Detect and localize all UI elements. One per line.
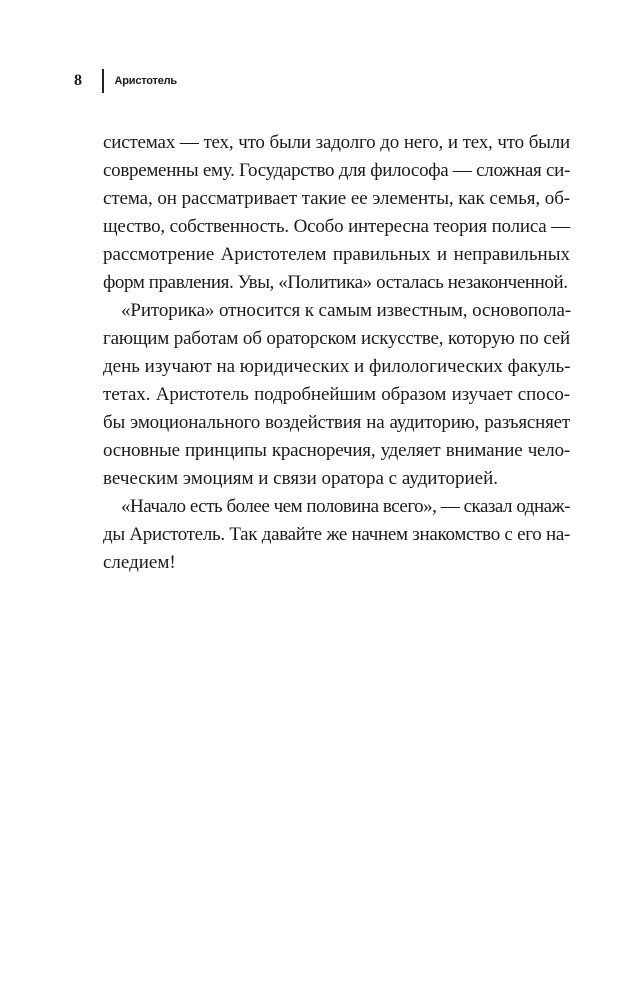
page-number: 8 [74,72,82,89]
text-line: «Начало есть более чем половина всего», — сказал однаж- [121,496,570,517]
text-line: «Риторика» относится к самым известным, основопола- [121,300,572,321]
text-line: следием! [103,552,176,573]
text-line: щество, собственность. Особо интересна теория полиса — [103,216,570,237]
running-header [74,68,177,94]
text-line: день изучают на юридических и филологических факуль- [103,356,571,377]
text-line: бы эмоционального воздействия на аудиторию, разъясняет [103,412,570,433]
text-line: гающим работам об ораторском искусстве, которую по сей [103,328,570,349]
text-line: основные принципы красноречия, уделяет внимание чело- [103,440,570,461]
text-line: тетах. Аристотель подробнейшим образом изучает спосо- [103,384,570,405]
header-divider [102,69,104,93]
paragraph-1 [103,129,570,297]
text-line: рассмотрение Аристотелем правильных и неправильных [103,244,570,265]
text-line: форм правления. Увы, «Политика» осталась незаконченной. [103,272,568,293]
body-text [103,129,570,577]
paragraph-3 [103,493,570,577]
text-line: системах — тех, что были задолго до него, и тех, что были [103,132,570,153]
text-line: стема, он рассматривает такие ее элементы, как семья, об- [103,188,570,209]
paragraph-2 [103,297,570,493]
text-line: современны ему. Государство для философа — сложная си- [103,160,570,181]
running-title: Аристотель [114,75,177,87]
text-line: ды Аристотель. Так давайте же начнем знакомство с его на- [103,524,570,545]
text-line: веческим эмоциям и связи оратора с аудиторией. [103,468,499,489]
